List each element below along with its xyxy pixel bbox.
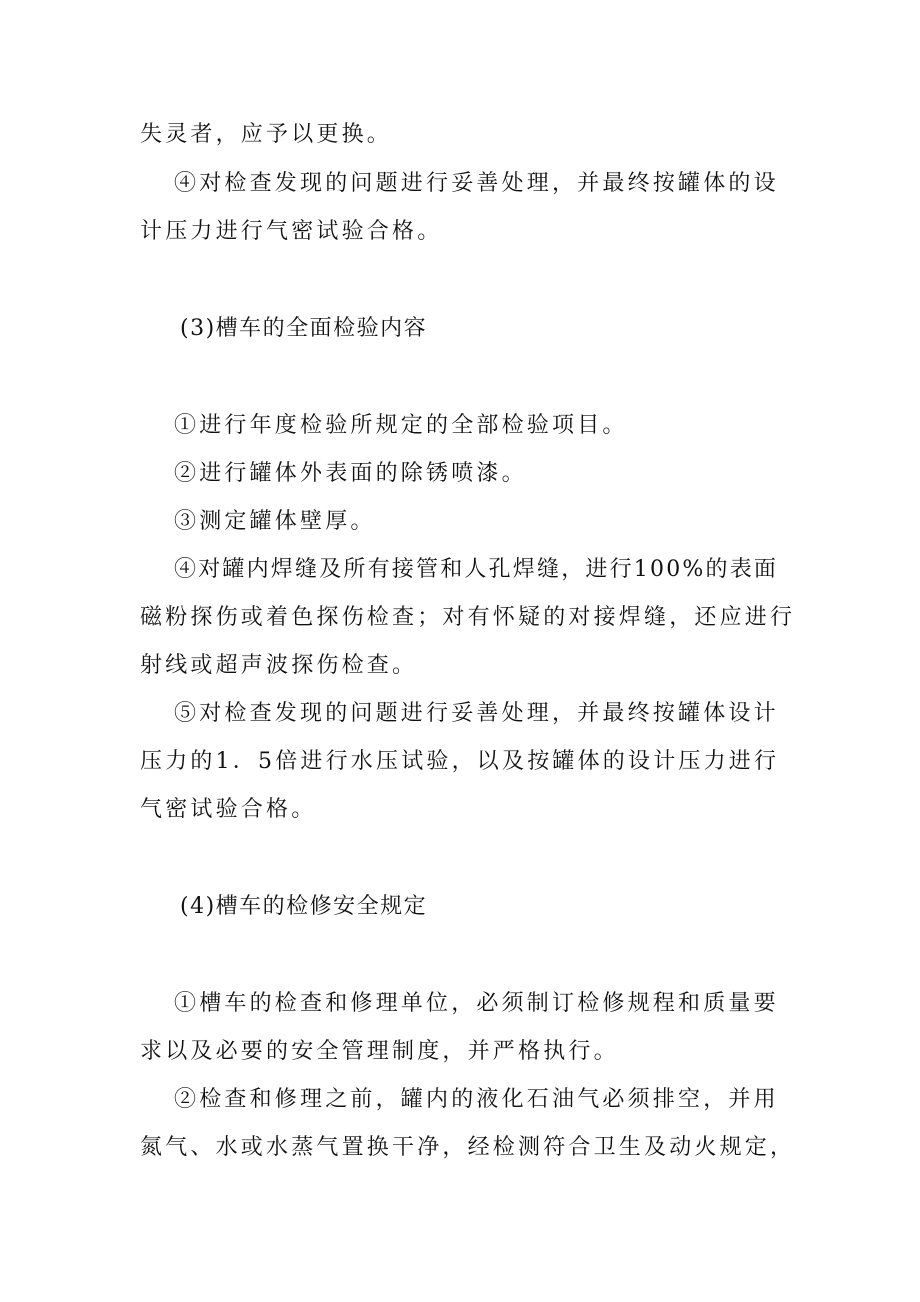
paragraph-line: ②检查和修理之前，罐内的液化石油气必须排空，并用 — [174, 1087, 779, 1112]
paragraph-line: 压力的1．5倍进行水压试验，以及按罐体的设计压力进行 — [140, 749, 780, 774]
paragraph-line: ①槽车的检查和修理单位，必须制订检修规程和质量要 — [174, 991, 779, 1016]
paragraph-line: 失灵者，应予以更换。 — [140, 122, 393, 147]
paragraph-line: ⑤对检查发现的问题进行妥善处理，并最终按罐体设计 — [174, 701, 779, 726]
paragraph-line: ④对检查发现的问题进行妥善处理，并最终按罐体的设 — [174, 171, 779, 196]
paragraph-line: 气密试验合格。 — [140, 797, 317, 822]
section-heading: (3)槽车的全面检验内容 — [180, 316, 428, 341]
section-heading: (4)槽车的检修安全规定 — [180, 894, 428, 919]
paragraph-line: ①进行年度检验所规定的全部检验项目。 — [174, 413, 628, 438]
paragraph-line: 磁粉探伤或着色探伤检查；对有怀疑的对接焊缝，还应进行 — [140, 605, 796, 630]
paragraph-line: ④对罐内焊缝及所有接管和人孔焊缝，进行100%的表面 — [174, 557, 779, 582]
paragraph-line: ③测定罐体壁厚。 — [174, 509, 376, 534]
paragraph-line: 计压力进行气密试验合格。 — [140, 219, 443, 244]
paragraph-line: ②进行罐体外表面的除锈喷漆。 — [174, 461, 527, 486]
paragraph-line: 射线或超声波探伤检查。 — [140, 653, 418, 678]
paragraph-line: 求以及必要的安全管理制度，并严格执行。 — [140, 1039, 619, 1064]
paragraph-line: 氮气、水或水蒸气置换干净，经检测符合卫生及动火规定， — [140, 1135, 796, 1160]
